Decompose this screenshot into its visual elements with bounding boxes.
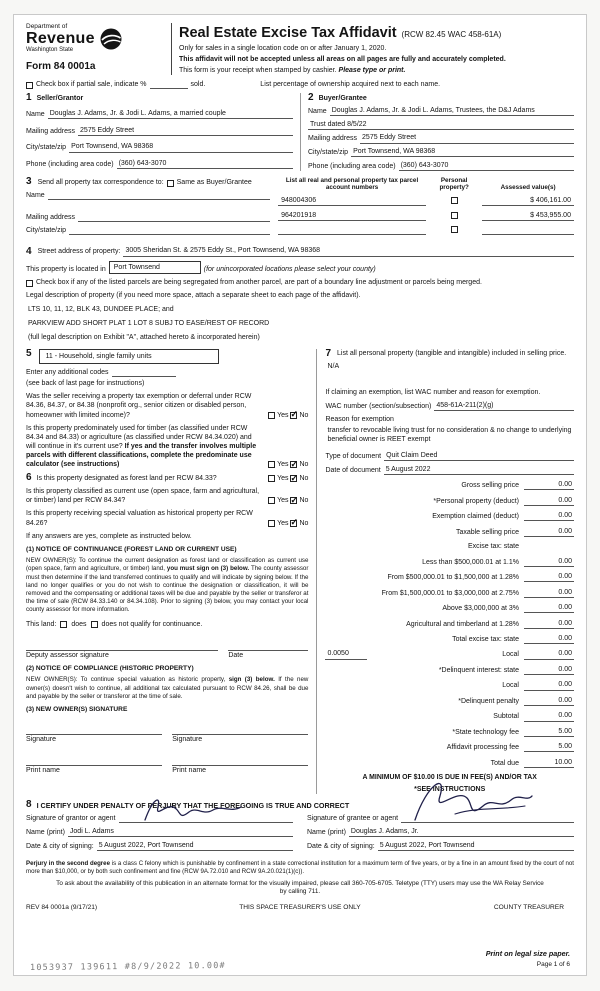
form-header bbox=[26, 23, 574, 75]
legal-description-line-1[interactable]: LTS 10, 11, 12, BLK 43, DUNDEE PLACE; and bbox=[28, 305, 174, 313]
header-note-3 bbox=[179, 66, 574, 75]
reason-for-exemption-label: Reason for exemption bbox=[325, 416, 394, 424]
predominate-use-question bbox=[26, 424, 308, 469]
partial-sale-checkbox[interactable] bbox=[26, 82, 33, 89]
personal-property-checkbox[interactable] bbox=[451, 212, 458, 219]
personal-property-list-field[interactable]: N/A bbox=[327, 363, 340, 371]
rev-number: REV 84 0001a (9/17/21) bbox=[26, 903, 98, 911]
yes-label: Yes bbox=[277, 411, 289, 419]
additional-codes-label: Enter any additional codes bbox=[26, 369, 109, 377]
parcel-row bbox=[278, 211, 574, 221]
header-note-1: Only for sales in a single location code on or after January 1, 2020. bbox=[179, 45, 387, 53]
buyer-phone-field[interactable]: (360) 643-3070 bbox=[399, 161, 574, 171]
tax-value-field[interactable]: 0.00 bbox=[524, 480, 574, 490]
predominate-yes-no bbox=[268, 460, 308, 469]
ownership-percentage-note: List percentage of ownership acquired next to each name. bbox=[260, 80, 441, 88]
parcel-number-field[interactable]: 948004306 bbox=[278, 196, 426, 206]
notice-1-post: The county assessor must then determine if the land transferred continues to qualify and will indicate by signing below. If the land no longer qualifies or you do not wish to continue the designation or classification, it will be removed and the compensating or additional taxes will be due and payable by the seller or transferor at the time of sale (RCW 84.33.140 or 84.34.108). Prior to signing (3) below, you may contact your local county assessor for more information. bbox=[26, 565, 309, 614]
department-of-label: Department of bbox=[26, 23, 68, 30]
grantor-date-city-field[interactable]: 5 August 2022, Port Townsend bbox=[97, 841, 293, 851]
this-land-label: This land: bbox=[26, 620, 57, 628]
new-owner-signature-row bbox=[26, 723, 308, 744]
correspondence-label: Send all property tax correspondence to: bbox=[37, 178, 164, 186]
property-location-select[interactable]: Port Townsend bbox=[109, 261, 201, 274]
tax-label: *Personal property (deduct) bbox=[433, 497, 519, 505]
section-1-number: 1 bbox=[26, 91, 32, 103]
tax-row-tier-2 bbox=[325, 572, 574, 582]
grantor-date-city-label: Date & city of signing: bbox=[26, 843, 94, 851]
land-qualify-row bbox=[26, 620, 308, 629]
section-1-seller bbox=[26, 93, 300, 171]
tax-value-field[interactable]: 5.00 bbox=[524, 727, 574, 737]
partial-percent-field[interactable] bbox=[150, 81, 188, 89]
wac-number-field[interactable]: 458-61A-211(2)(g) bbox=[434, 401, 574, 411]
corr-mailing-label: Mailing address bbox=[26, 213, 76, 221]
yes-label: Yes bbox=[277, 519, 289, 527]
date-of-document-field[interactable]: 5 August 2022 bbox=[384, 465, 574, 475]
section-4-number: 4 bbox=[26, 245, 32, 257]
new-owner-print-name-row bbox=[26, 754, 308, 775]
grantee-signature-field[interactable] bbox=[401, 814, 574, 823]
tax-row-gross bbox=[325, 480, 574, 490]
corr-name-field[interactable] bbox=[48, 191, 270, 200]
seller-city-label: City/state/zip bbox=[26, 144, 67, 152]
tax-label: From $1,500,000.01 to $3,000,000 at 2.75% bbox=[381, 589, 519, 597]
legal-description-label: Legal description of property (if you need more space, attach a separate sheet to each page of the affidavit). bbox=[26, 291, 361, 299]
forest-land-question bbox=[26, 473, 308, 483]
buyer-phone-label: Phone (including area code) bbox=[308, 162, 396, 170]
grantor-signature-label: Signature of grantor or agent bbox=[26, 815, 116, 823]
sold-label: sold. bbox=[190, 80, 206, 88]
segregated-checkbox[interactable] bbox=[26, 280, 33, 287]
see-back-note: (see back of last page for instructions) bbox=[26, 380, 145, 388]
date-of-document-label: Date of document bbox=[325, 466, 381, 474]
grantee-date-city-field[interactable]: 5 August 2022, Port Townsend bbox=[378, 841, 574, 851]
seller-grantor-title: Seller/Grantor bbox=[36, 94, 84, 102]
receipt-note: This form is your receipt when stamped by cashier. bbox=[179, 66, 337, 74]
section-4-property bbox=[26, 242, 574, 342]
notice-2-pre: NEW OWNER(S): To continue special valuation as historic property, bbox=[26, 676, 226, 684]
grantee-print-name-field[interactable]: Douglas J. Adams, Jr. bbox=[349, 827, 574, 837]
tax-label: Affidavit processing fee bbox=[446, 744, 519, 752]
section-2-number: 2 bbox=[308, 91, 314, 103]
no-label: No bbox=[299, 519, 309, 527]
if-yes-note: If any answers are yes, complete as instructed below. bbox=[26, 532, 192, 540]
tax-row-taxable bbox=[325, 527, 574, 537]
tax-value-field[interactable]: 0.00 bbox=[524, 511, 574, 521]
county-treasurer-label: COUNTY TREASURER bbox=[493, 903, 564, 911]
personal-property-checkbox[interactable] bbox=[451, 226, 458, 233]
tax-row-personal-deduct bbox=[325, 496, 574, 506]
revenue-wordmark: Revenue bbox=[26, 30, 95, 48]
yes-label: Yes bbox=[277, 461, 289, 469]
exemption-question bbox=[26, 392, 308, 419]
new-owner-signature-field-1[interactable] bbox=[26, 723, 162, 735]
partial-sale-row bbox=[26, 80, 574, 89]
deputy-date-label: Date bbox=[228, 651, 244, 659]
tax-row-tier-3 bbox=[325, 588, 574, 598]
buyer-mailing-field[interactable]: 2575 Eddy Street bbox=[360, 133, 574, 143]
tax-label: Taxable selling price bbox=[455, 528, 519, 536]
street-address-field[interactable]: 3005 Sheridan St. & 2575 Eddy St., Port Townsend, WA 98368 bbox=[123, 246, 574, 256]
cashier-receipt-stamp: 1053937 139611 #8/9/2022 10.00# bbox=[29, 960, 226, 973]
notice-2-post: If the new owner(s) doesn't wish to continue, all additional tax calculated pursuant to RCW 84.26, shall be due and payable by the seller or transferor at the time of sale. bbox=[26, 676, 309, 700]
tax-value-field[interactable]: 0.00 bbox=[524, 696, 574, 706]
signature-label: Signature bbox=[26, 736, 56, 744]
grantee-print-name-label: Name (print) bbox=[307, 829, 346, 837]
tax-label: Subtotal bbox=[493, 713, 519, 721]
see-instructions-note: *SEE INSTRUCTIONS bbox=[414, 785, 486, 793]
header-divider bbox=[171, 23, 172, 75]
unincorporated-note: (for unincorporated locations please select your county) bbox=[203, 265, 376, 273]
buyer-city-field[interactable]: Port Townsend, WA 98368 bbox=[351, 147, 574, 157]
parcel-table bbox=[278, 177, 574, 236]
signature-label: Signature bbox=[172, 736, 203, 744]
buyer-name-field-line2[interactable]: Trust dated 8/5/22 bbox=[308, 120, 574, 130]
current-use-question-text: Is this property classified as current use (open space, farm and agricultural, or timber) land per RCW 84.34? bbox=[26, 488, 260, 505]
same-as-buyer-checkbox[interactable] bbox=[167, 180, 174, 187]
tax-row-tier-4 bbox=[325, 603, 574, 613]
exemption-intro: If claiming an exemption, list WAC number and reason for exemption. bbox=[325, 389, 541, 397]
parcel-row bbox=[278, 226, 574, 235]
no-label: No bbox=[299, 411, 309, 419]
tax-label: Gross selling price bbox=[461, 482, 519, 490]
type-of-document-label: Type of document bbox=[325, 452, 382, 460]
tax-label: *Delinquent interest: state bbox=[438, 666, 519, 674]
revenue-swirl-icon bbox=[99, 27, 123, 51]
tax-value-field[interactable]: 0.00 bbox=[524, 527, 574, 537]
assessed-value-field[interactable] bbox=[482, 226, 574, 235]
minimum-due-note: A MINIMUM OF $10.00 IS DUE IN FEE(S) AND/OR TAX bbox=[362, 773, 537, 781]
land-does-checkbox[interactable] bbox=[60, 621, 67, 628]
tax-label: *Delinquent penalty bbox=[458, 697, 519, 705]
tax-row-delinquent-interest-local bbox=[325, 680, 574, 690]
tax-value-field[interactable]: 0.00 bbox=[524, 665, 574, 675]
tax-row-exemption-deduct bbox=[325, 511, 574, 521]
additional-codes-field[interactable] bbox=[112, 368, 177, 377]
historical-yes-checkbox[interactable] bbox=[268, 520, 275, 527]
seller-mailing-label: Mailing address bbox=[26, 127, 76, 135]
parcel-number-field[interactable] bbox=[278, 226, 426, 235]
legal-description-line-3[interactable]: (full legal description on Exhibit "A", attached hereto & incorporated herein) bbox=[28, 334, 260, 341]
tax-label: Less than $500,000.01 at 1.1% bbox=[422, 558, 519, 566]
tax-label: Local bbox=[502, 682, 519, 690]
deputy-date-field[interactable] bbox=[228, 639, 308, 651]
historical-question-text: Is this property receiving special valuation as historical property per RCW 84.26? bbox=[26, 510, 253, 527]
predominate-question-bold: If yes and the transfer involves multiple parcels with different classifications, complete the predominate use calculator (see instructions) bbox=[26, 442, 257, 469]
washington-state-label: Washington State bbox=[26, 47, 74, 54]
tax-label: *State technology fee bbox=[452, 728, 519, 736]
section-3-number: 3 bbox=[26, 175, 32, 187]
does-not-label: does not qualify for continuance. bbox=[101, 620, 203, 628]
corr-city-field[interactable] bbox=[69, 226, 270, 235]
historical-no-checkbox[interactable] bbox=[290, 520, 297, 527]
seller-name-field[interactable]: Douglas J. Adams, Jr. & Jodi L. Adams, a married couple bbox=[48, 109, 293, 119]
revenue-logo bbox=[26, 23, 164, 55]
notice-1-pre: NEW OWNER(S): To continue the current designation as forest land or classification as current use (open space, farm and agriculture, or timber) land, bbox=[26, 557, 309, 573]
tax-value-field[interactable]: 0.00 bbox=[524, 603, 574, 613]
tax-value-field[interactable]: 5.00 bbox=[524, 742, 574, 752]
same-as-buyer-label: Same as Buyer/Grantee bbox=[176, 178, 252, 186]
seller-city-field[interactable]: Port Townsend, WA 98368 bbox=[69, 142, 293, 152]
agency-block bbox=[26, 23, 164, 75]
tax-value-field[interactable]: 0.00 bbox=[524, 496, 574, 506]
yes-label: Yes bbox=[277, 497, 289, 505]
alternate-format-note: To ask about the availability of this publication in an alternate format for the visually impaired, please call 360-705-6705. Teletype (TTY) users may use the WA Relay Service by calling 711. bbox=[56, 880, 544, 896]
legal-size-note: Print on legal size paper. bbox=[485, 949, 570, 959]
perjury-text: is a class C felony which is punishable by confinement in a state correctional institution for a maximum term of five years, or by a fine in an amount fixed by the court of not more than $10,000, or by both such confinement and fine (RCW 9A.72.010 and RCW 9A.20.021(1)(c)). bbox=[26, 860, 575, 876]
corr-name-label: Name bbox=[26, 191, 45, 199]
tax-label: Exemption claimed (deduct) bbox=[432, 513, 519, 521]
seller-phone-label: Phone (including area code) bbox=[26, 161, 114, 168]
corr-city-label: City/state/zip bbox=[26, 226, 67, 234]
section-6-number: 6 bbox=[26, 472, 32, 484]
notice-1-bold: you must sign on (3) below. bbox=[166, 565, 250, 573]
tax-value-field[interactable]: 0.00 bbox=[524, 711, 574, 721]
certify-statement: I CERTIFY UNDER PENALTY OF PERJURY THAT THE FOREGOING IS TRUE AND CORRECT bbox=[36, 800, 350, 810]
land-does-not-checkbox[interactable] bbox=[91, 621, 98, 628]
no-label: No bbox=[299, 475, 309, 483]
form-number: Form 84 0001a bbox=[26, 61, 96, 73]
print-name-label: Print name bbox=[172, 766, 207, 774]
current-use-yes-checkbox[interactable] bbox=[268, 497, 275, 504]
tax-row-total-excise-state bbox=[325, 634, 574, 644]
tax-value-spacer bbox=[524, 542, 574, 551]
wac-number-label: WAC number (section/subsection) bbox=[325, 403, 432, 411]
notice-2-bold: sign (3) below. bbox=[228, 676, 275, 684]
tax-row-delinquent-interest-state bbox=[325, 665, 574, 675]
historical-yes-no bbox=[268, 519, 308, 528]
tax-value-field[interactable]: 10.00 bbox=[524, 758, 574, 768]
legal-description-line-2[interactable]: PARKVIEW ADD SHORT PLAT 1 LOT 8 SUBJ TO EASE/REST OF RECORD bbox=[28, 319, 270, 327]
grantor-print-name-field[interactable]: Jodi L. Adams bbox=[68, 827, 293, 837]
tax-row-local bbox=[325, 649, 574, 659]
buyer-name-label: Name bbox=[308, 108, 327, 116]
tax-label: Above $3,000,000 at 3% bbox=[442, 605, 519, 613]
grantor-signature-scribble bbox=[137, 792, 247, 826]
section-2-buyer bbox=[300, 93, 574, 171]
segregated-label: Check box if any of the listed parcels are being segregated from another parcel, are part of a boundary line adjustment or parcels being merged. bbox=[36, 278, 482, 286]
deputy-assessor-label: Deputy assessor signature bbox=[26, 651, 109, 659]
grantee-signature-label: Signature of grantee or agent bbox=[307, 815, 399, 823]
main-columns bbox=[26, 349, 574, 794]
tax-label: Total due bbox=[490, 759, 519, 767]
current-use-question bbox=[26, 487, 308, 505]
exemption-yes-checkbox[interactable] bbox=[268, 412, 275, 419]
notice-continuance-title: (1) NOTICE OF CONTINUANCE (FOREST LAND OR CURRENT USE) bbox=[26, 545, 237, 553]
assessed-value-field[interactable]: $ 406,161.00 bbox=[482, 196, 574, 206]
land-use-code-field[interactable]: 11 - Household, single family units bbox=[39, 349, 219, 364]
yes-label: Yes bbox=[277, 475, 289, 483]
partial-sale-label: Check box if partial sale, indicate % bbox=[36, 80, 147, 88]
tax-row-technology-fee bbox=[325, 727, 574, 737]
reason-for-exemption-field[interactable]: transfer to revocable living trust for no consideration & no change to underlying beneficial owner is REET exempt bbox=[327, 427, 572, 444]
does-label: does bbox=[71, 620, 87, 628]
new-owner-print-name-field-2[interactable] bbox=[172, 754, 308, 766]
forest-yes-no bbox=[268, 474, 308, 483]
exemption-question-text: Was the seller receiving a property tax exemption or deferral under RCW 84.36, 84.37, or 84.38 (nonprofit org., senior citizen or disabled person, homeowner with limited income)? bbox=[26, 393, 252, 419]
tax-value-field[interactable]: 0.00 bbox=[524, 588, 574, 598]
type-or-print-note: Please type or print. bbox=[338, 66, 406, 74]
located-in-label: This property is located in bbox=[26, 265, 106, 273]
tax-value-field[interactable]: 0.00 bbox=[524, 557, 574, 567]
predominate-yes-checkbox[interactable] bbox=[268, 461, 275, 468]
personal-property-checkbox[interactable] bbox=[451, 197, 458, 204]
buyer-mailing-label: Mailing address bbox=[308, 135, 358, 143]
tax-row-delinquent-penalty bbox=[325, 696, 574, 706]
tax-value-field[interactable]: 0.00 bbox=[524, 634, 574, 644]
deputy-assessor-signature-field[interactable] bbox=[26, 639, 218, 651]
exemption-no-checkbox[interactable] bbox=[290, 412, 297, 419]
tax-value-field[interactable]: 0.00 bbox=[524, 619, 574, 629]
seller-name-label: Name bbox=[26, 111, 45, 119]
predominate-question-text: Is this property predominately used for timber (as classified under RCW 84.34 and 84.33) or agriculture (as classified under RCW 84.34.020) and will continue in it's current use? bbox=[26, 424, 252, 450]
type-of-document-field[interactable]: Quit Claim Deed bbox=[384, 451, 574, 461]
form-title: Real Estate Excise Tax Affidavit bbox=[179, 25, 397, 41]
section-8-number: 8 bbox=[26, 799, 32, 811]
street-address-label: Street address of property: bbox=[37, 248, 121, 256]
exemption-yes-no bbox=[268, 411, 308, 420]
sections-5-6 bbox=[26, 349, 316, 794]
title-block bbox=[179, 23, 574, 75]
parties-section bbox=[26, 93, 574, 171]
tax-label: Excise tax: state bbox=[468, 543, 519, 551]
section-7-number: 7 bbox=[325, 348, 331, 360]
new-owner-print-name-field-1[interactable] bbox=[26, 754, 162, 766]
predominate-no-checkbox[interactable] bbox=[290, 461, 297, 468]
grantee-signature-block bbox=[307, 810, 574, 851]
historical-question bbox=[26, 509, 308, 527]
print-name-label: Print name bbox=[26, 766, 60, 774]
new-owner-signature-title: (3) NEW OWNER(S) SIGNATURE bbox=[26, 705, 128, 713]
section-7-tax bbox=[316, 349, 574, 794]
grantor-signature-block bbox=[26, 810, 293, 851]
tax-row-subtotal bbox=[325, 711, 574, 721]
tax-row-processing-fee bbox=[325, 742, 574, 752]
perjury-notice bbox=[26, 860, 574, 876]
section-5-number: 5 bbox=[26, 348, 32, 360]
affidavit-page bbox=[13, 14, 587, 976]
treasurer-space-label: THIS SPACE TREASURER'S USE ONLY bbox=[239, 903, 361, 911]
tax-label: From $500,000.01 to $1,500,000 at 1.28% bbox=[387, 574, 519, 582]
tax-row-excise-state-header bbox=[325, 542, 574, 551]
tax-value-field[interactable]: 0.00 bbox=[524, 680, 574, 690]
page-number: Page 1 of 6 bbox=[536, 960, 570, 968]
corr-mailing-field[interactable] bbox=[78, 213, 270, 222]
notice-compliance-title: (2) NOTICE OF COMPLIANCE (HISTORIC PROPERTY) bbox=[26, 664, 194, 672]
grantee-date-city-label: Date & city of signing: bbox=[307, 843, 375, 851]
current-use-yes-no bbox=[268, 496, 308, 505]
personal-property-header: Personal property? bbox=[439, 176, 469, 191]
spacer bbox=[26, 912, 574, 949]
no-label: No bbox=[299, 461, 309, 469]
personal-property-intro: List all personal property (tangible and intangible) included in selling price. bbox=[337, 350, 567, 358]
seller-mailing-field[interactable]: 2575 Eddy Street bbox=[78, 126, 293, 136]
tax-label: Total excise tax: state bbox=[452, 635, 519, 643]
tax-value-field[interactable]: 0.00 bbox=[524, 572, 574, 582]
section-8-certification bbox=[26, 800, 574, 851]
notice-compliance-text bbox=[26, 676, 308, 701]
buyer-grantee-title: Buyer/Grantee bbox=[318, 94, 367, 102]
tax-label: Local bbox=[502, 651, 519, 659]
parcel-numbers-header: List all real and personal property tax parcel account numbers bbox=[285, 176, 419, 191]
perjury-bold: Perjury in the second degree bbox=[26, 860, 110, 868]
forest-yes-checkbox[interactable] bbox=[268, 475, 275, 482]
grantor-signature-field[interactable] bbox=[119, 814, 293, 823]
tax-value-field[interactable]: 0.00 bbox=[524, 649, 574, 659]
tax-row-tier-1 bbox=[325, 557, 574, 567]
section-3-correspondence bbox=[26, 177, 574, 236]
deputy-assessor-row bbox=[26, 639, 308, 660]
current-use-no-checkbox[interactable] bbox=[290, 497, 297, 504]
forest-no-checkbox[interactable] bbox=[290, 475, 297, 482]
forest-land-question-text: Is this property designated as forest land per RCW 84.33? bbox=[36, 475, 217, 483]
no-label: No bbox=[299, 497, 309, 505]
assessed-value-field[interactable]: $ 453,955.00 bbox=[482, 211, 574, 221]
tax-label: Agricultural and timberland at 1.28% bbox=[406, 620, 519, 628]
assessed-values-header: Assessed value(s) bbox=[500, 183, 556, 191]
buyer-city-label: City/state/zip bbox=[308, 149, 349, 156]
form-title-rcw: (RCW 82.45 WAC 458-61A) bbox=[401, 30, 502, 39]
seller-phone-field[interactable]: (360) 643-3070 bbox=[117, 159, 293, 169]
header-note-2: This affidavit will not be accepted unless all areas on all pages are fully and accurately completed. bbox=[179, 55, 506, 63]
local-rate-field[interactable]: 0.0050 bbox=[325, 649, 367, 659]
notice-continuance-text bbox=[26, 557, 308, 614]
buyer-name-field[interactable]: Douglas J. Adams, Jr. & Jodi L. Adams, Trustees, the D&J Adams bbox=[330, 106, 574, 116]
parcel-number-field[interactable]: 964201918 bbox=[278, 211, 426, 221]
tax-row-agricultural bbox=[325, 619, 574, 629]
parcel-row bbox=[278, 196, 574, 206]
tax-row-total-due bbox=[325, 758, 574, 768]
footer-row bbox=[26, 904, 574, 913]
grantor-print-name-label: Name (print) bbox=[26, 829, 65, 837]
new-owner-signature-field-2[interactable] bbox=[172, 723, 308, 735]
